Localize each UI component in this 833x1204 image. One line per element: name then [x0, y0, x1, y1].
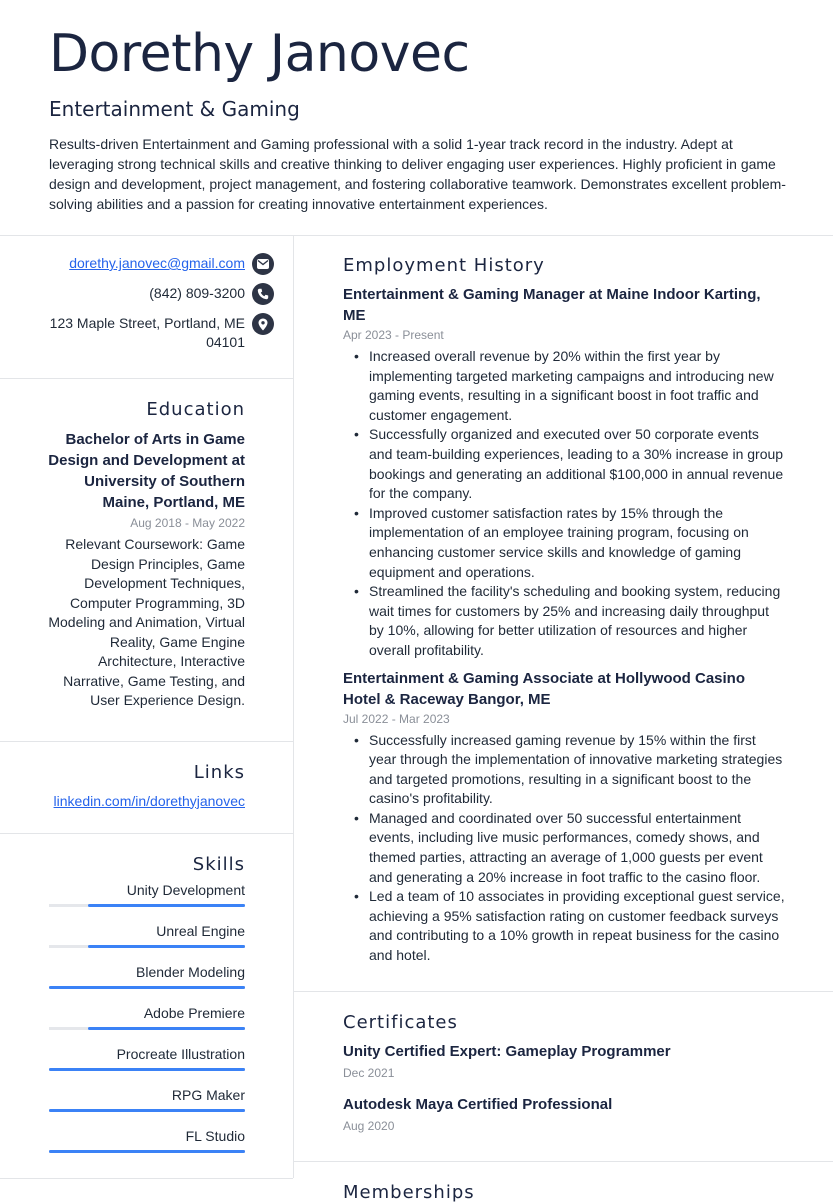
skill-name: Unity Development — [126, 881, 245, 898]
skill-level-bar — [49, 986, 245, 989]
certificate-title: Unity Certified Expert: Gameplay Programmer — [343, 1042, 671, 1060]
divider — [0, 1178, 293, 1179]
job-bullet: • Managed and coordinated over 50 successful entertainment events, including live music performances, comedy shows, and themed parties, attracting an average of 1,000 guests per event and generating a 20% increase in foot traffic to the casino floor. — [343, 809, 785, 887]
job-bullet: • Increased overall revenue by 20% within the first year by implementing targeted marketing campaigns and introducing new gaming events, resulting in a significant boost in foot traffic and customer engagement. — [343, 347, 785, 425]
education-degree: Bachelor of Arts in Game Design and Development at University of Southern Maine, Portland, ME — [48, 431, 245, 511]
job-bullet: • Successfully organized and executed over 50 corporate events and team-building experiences, leading to a 30% increase in group bookings and generating an additional $100,000 in annual revenue for the company. — [343, 425, 785, 503]
job-title: Entertainment & Gaming Manager at Maine Indoor Karting, ME — [343, 286, 761, 324]
certificates-section — [294, 992, 833, 1161]
certificates-heading: Certificates — [343, 1011, 458, 1033]
skill-level-bar — [49, 1150, 245, 1153]
employment-section — [294, 235, 833, 991]
contact-address — [48, 314, 245, 352]
linkedin-link[interactable]: linkedin.com/in/dorethyjanovec — [53, 792, 245, 809]
skills-heading: Skills — [192, 853, 245, 875]
education-description: Relevant Coursework: Game Design Principles, Game Development Techniques, Computer Programming, 3D Modeling and Animation, Virtual Reality, Game Engine Architecture, Interactive Narrative, Game Testing, and User Experience Design. — [48, 536, 245, 708]
skill-level-bar — [49, 945, 245, 948]
map-pin-icon — [252, 313, 274, 335]
certificate-entry — [343, 1094, 785, 1135]
skill-level-fill — [49, 986, 245, 989]
job-entry — [343, 668, 785, 966]
skill-name: Adobe Premiere — [143, 1004, 245, 1021]
links-section — [0, 742, 293, 833]
links-heading: Links — [193, 761, 245, 783]
job-entry — [343, 284, 785, 661]
contact-phone — [48, 284, 245, 303]
phone-number: (842) 809-3200 — [149, 285, 245, 301]
address-line-2: 04101 — [206, 334, 245, 350]
skill-level-bar — [49, 904, 245, 907]
education-section — [0, 379, 293, 741]
right-column — [294, 235, 833, 1204]
job-dates: Jul 2022 - Mar 2023 — [343, 711, 450, 726]
certificate-date: Aug 2020 — [343, 1118, 395, 1133]
skill-level-fill — [49, 1109, 245, 1112]
jobs-list — [343, 284, 785, 966]
phone-icon — [252, 283, 274, 305]
skill-name: FL Studio — [185, 1127, 245, 1144]
education-heading: Education — [146, 399, 245, 420]
skill-item — [48, 1045, 245, 1071]
skill-item — [48, 1004, 245, 1030]
candidate-role: Entertainment & Gaming — [49, 97, 300, 121]
job-bullets — [343, 347, 785, 661]
job-bullets — [343, 731, 785, 966]
job-title: Entertainment & Gaming Associate at Hollywood Casino Hotel & Raceway Bangor, ME — [343, 669, 746, 708]
contact-email — [48, 254, 245, 273]
skill-level-bar — [49, 1109, 245, 1112]
skill-item — [48, 922, 245, 948]
skill-item — [48, 881, 245, 907]
memberships-section — [294, 1162, 833, 1204]
skill-name: Blender Modeling — [136, 963, 245, 980]
skill-level-fill — [88, 1027, 245, 1030]
skill-level-fill — [88, 904, 245, 907]
job-bullet: • Led a team of 10 associates in providing exceptional guest service, achieving a 95% satisfaction rating on customer feedback surveys and contributing to a 10% growth in repeat business for the casino and hotel. — [343, 887, 785, 965]
skill-level-bar — [49, 1068, 245, 1071]
address-line-1: 123 Maple Street, Portland, ME — [49, 315, 245, 331]
skill-name: Unreal Engine — [156, 922, 245, 939]
resume-header — [49, 24, 789, 214]
skill-item — [48, 1086, 245, 1112]
skill-name: Procreate Illustration — [116, 1045, 245, 1062]
job-bullet: • Successfully increased gaming revenue by 15% within the first year through the implementation of innovative marketing strategies and targeted promotions, resulting in a significant boost to the casino's profitability. — [343, 731, 785, 809]
job-bullet: • Streamlined the facility's scheduling and booking system, reducing wait times for customers by 25% and increasing daily throughput by 10%, allowing for better utilization of resources and higher overall profitability. — [343, 582, 785, 660]
skill-level-fill — [49, 1068, 245, 1071]
certificate-title: Autodesk Maya Certified Professional — [343, 1095, 613, 1113]
education-dates: Aug 2018 - May 2022 — [130, 516, 245, 530]
contact-section — [0, 235, 293, 378]
certificate-date: Dec 2021 — [343, 1065, 395, 1080]
left-column — [0, 235, 293, 1179]
skills-section — [0, 834, 293, 1178]
profile-summary: Results-driven Entertainment and Gaming professional with a solid 1-year track record in the industry. Adept at leveraging strong technical skills and creative thinking to deliver engaging user experiences. Highly proficient in game design and development, project management, and fostering collaborative teamwork. Demonstrates excellent problem-solving abilities and a passion for creating innovative entertainment experiences. — [49, 136, 786, 212]
skill-level-fill — [49, 1150, 245, 1153]
skill-item — [48, 1127, 245, 1153]
job-dates: Apr 2023 - Present — [343, 328, 444, 342]
email-link[interactable]: dorethy.janovec@gmail.com — [69, 255, 245, 271]
skills-list — [48, 881, 245, 1153]
employment-heading: Employment History — [343, 255, 545, 276]
certificate-entry — [343, 1041, 785, 1082]
candidate-name: Dorethy Janovec — [49, 24, 470, 84]
skill-level-fill — [88, 945, 245, 948]
address-text — [50, 314, 245, 352]
skill-level-bar — [49, 1027, 245, 1030]
job-bullet: • Improved customer satisfaction rates by 15% through the implementation of an employee training program, focusing on enhancing customer service skills and knowledge of gaming equipment and operations. — [343, 504, 785, 582]
skill-item — [48, 963, 245, 989]
envelope-icon — [252, 253, 274, 275]
certificates-list — [343, 1041, 785, 1135]
skill-name: RPG Maker — [171, 1086, 245, 1103]
memberships-heading: Memberships — [343, 1181, 475, 1203]
